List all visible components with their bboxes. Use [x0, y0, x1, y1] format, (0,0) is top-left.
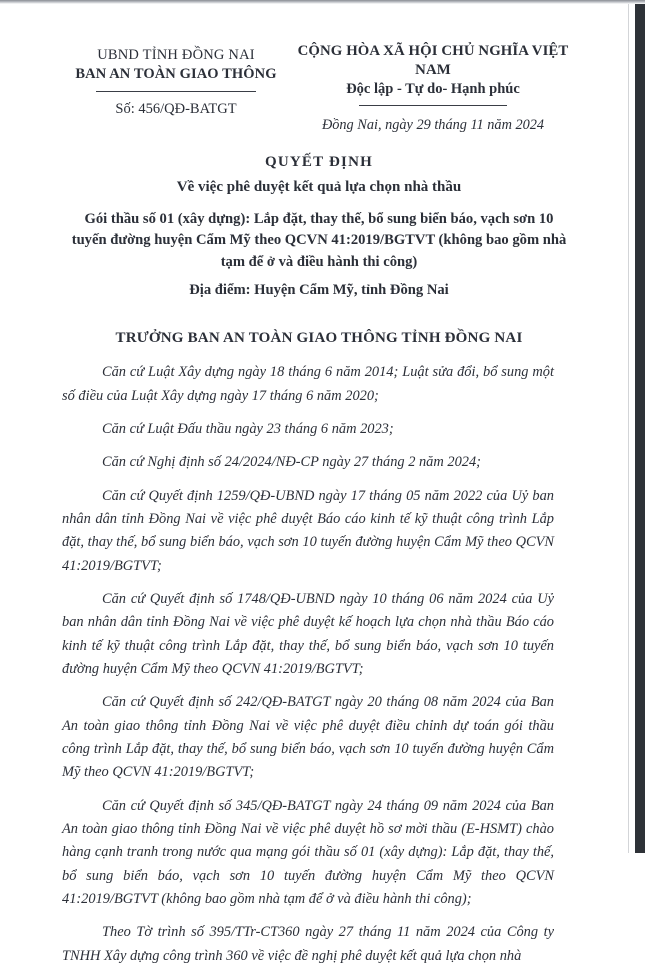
legal-basis-paragraph: Căn cứ Luật Xây dựng ngày 18 tháng 6 năm 2014; Luật sửa đổi, bổ sung một số điều của Luật Xây dựng ngày 17 tháng 6 năm 2020;: [62, 364, 554, 404]
letterhead: [62, 38, 576, 135]
document-subject: Về việc phê duyệt kết quả lựa chọn nhà thầu: [176, 179, 462, 196]
title-block: [62, 151, 576, 302]
country-name: CỘNG HÒA XÃ HỘI CHỦ NGHĨA VIỆT NAM: [297, 43, 569, 79]
legal-basis-paragraph: Căn cứ Nghị định số 24/2024/NĐ-CP ngày 27 tháng 2 năm 2024;: [102, 454, 481, 471]
scan-right-shadow: [635, 0, 645, 853]
parent-organization-name: UBND TỈNH ĐỒNG NAI: [97, 47, 255, 63]
legal-basis-paragraph: Căn cứ Quyết định 1259/QĐ-UBND ngày 17 tháng 05 năm 2022 của Uỷ ban nhân dân tỉnh Đồng Nai về việc phê duyệt Báo cáo kinh tế kỹ thuật công trình Lắp đặt, thay thế, bổ sung biển báo, vạch sơn 10 tuyến đường huyện Cẩm Mỹ theo QCVN 41:2019/BGTVT;: [62, 487, 554, 574]
letterhead-divider-right: [359, 105, 507, 106]
scan-top-shadow: [0, 0, 645, 4]
issuing-authority-block: [62, 38, 290, 119]
document-number: Số: 456/QĐ-BATGT: [115, 101, 237, 118]
national-motto: Độc lập - Tự do- Hạnh phúc: [346, 81, 520, 98]
project-location: Địa điểm: Huyện Cẩm Mỹ, tỉnh Đồng Nai: [189, 282, 449, 299]
place-and-date: Đồng Nai, ngày 29 tháng 11 năm 2024: [321, 117, 545, 134]
legal-basis-paragraph: Căn cứ Quyết định số 242/QĐ-BATGT ngày 20 tháng 08 năm 2024 của Ban An toàn giao thông tỉnh Đồng Nai về việc phê duyệt điều chỉnh dự toán gói thầu công trình Lắp đặt, thay thế, bổ sung biển báo, vạch sơn 10 tuyến đường huyện Cẩm Mỹ theo QCVN 41:2019/BGTVT;: [62, 694, 554, 781]
legal-basis-paragraph: Căn cứ Luật Đấu thầu ngày 23 tháng 6 năm 2023;: [102, 420, 394, 437]
letterhead-divider-left: [96, 91, 256, 92]
document-body: [62, 361, 576, 968]
legal-basis-paragraph: Căn cứ Quyết định số 345/QĐ-BATGT ngày 24 tháng 09 năm 2024 của Ban An toàn giao thông tỉnh Đồng Nai về việc phê duyệt hồ sơ mời thầu (E-HSMT) chào hàng cạnh tranh trong nước qua mạng gói thầu số 01 (xây dựng): Lắp đặt, thay thế, bổ sung biển báo, vạch sơn 10 tuyến đường huyện Cẩm Mỹ theo QCVN 41:2019/BGTVT (không bao gồm nhà tạm để ở và điều hành thi công);: [62, 797, 554, 907]
proposal-reference-paragraph: Theo Tờ trình số 395/TTr-CT360 ngày 27 tháng 11 năm 2024 của Công ty TNHH Xây dựng công trình 360 về việc đề nghị phê duyệt kết quả lựa chọn nhà: [62, 924, 554, 964]
national-heading-block: [290, 38, 576, 135]
legal-basis-paragraph: Căn cứ Quyết định số 1748/QĐ-UBND ngày 10 tháng 06 năm 2024 của Uỷ ban nhân dân tỉnh Đồng Nai về việc phê duyệt kế hoạch lựa chọn nhà thầu Báo cáo kinh tế kỹ thuật công trình Lắp đặt, thay thế, bổ sung biển báo, vạch sơn 10 tuyến đường huyện Cẩm Mỹ theo QCVN 41:2019/BGTVT;: [62, 590, 554, 677]
document-type-title: QUYẾT ĐỊNH: [265, 153, 373, 170]
bid-package-title: Gói thầu số 01 (xây dựng): Lắp đặt, thay thế, bổ sung biển báo, vạch sơn 10 tuyến đường huyện Cẩm Mỹ theo QCVN 41:2019/BGTVT (không bao gồm nhà tạm để ở và điều hành thi công): [71, 210, 567, 270]
issuing-organization-name: BAN AN TOÀN GIAO THÔNG: [75, 66, 277, 83]
authority-heading: TRƯỞNG BAN AN TOÀN GIAO THÔNG TỈNH ĐỒNG NAI: [115, 330, 523, 347]
